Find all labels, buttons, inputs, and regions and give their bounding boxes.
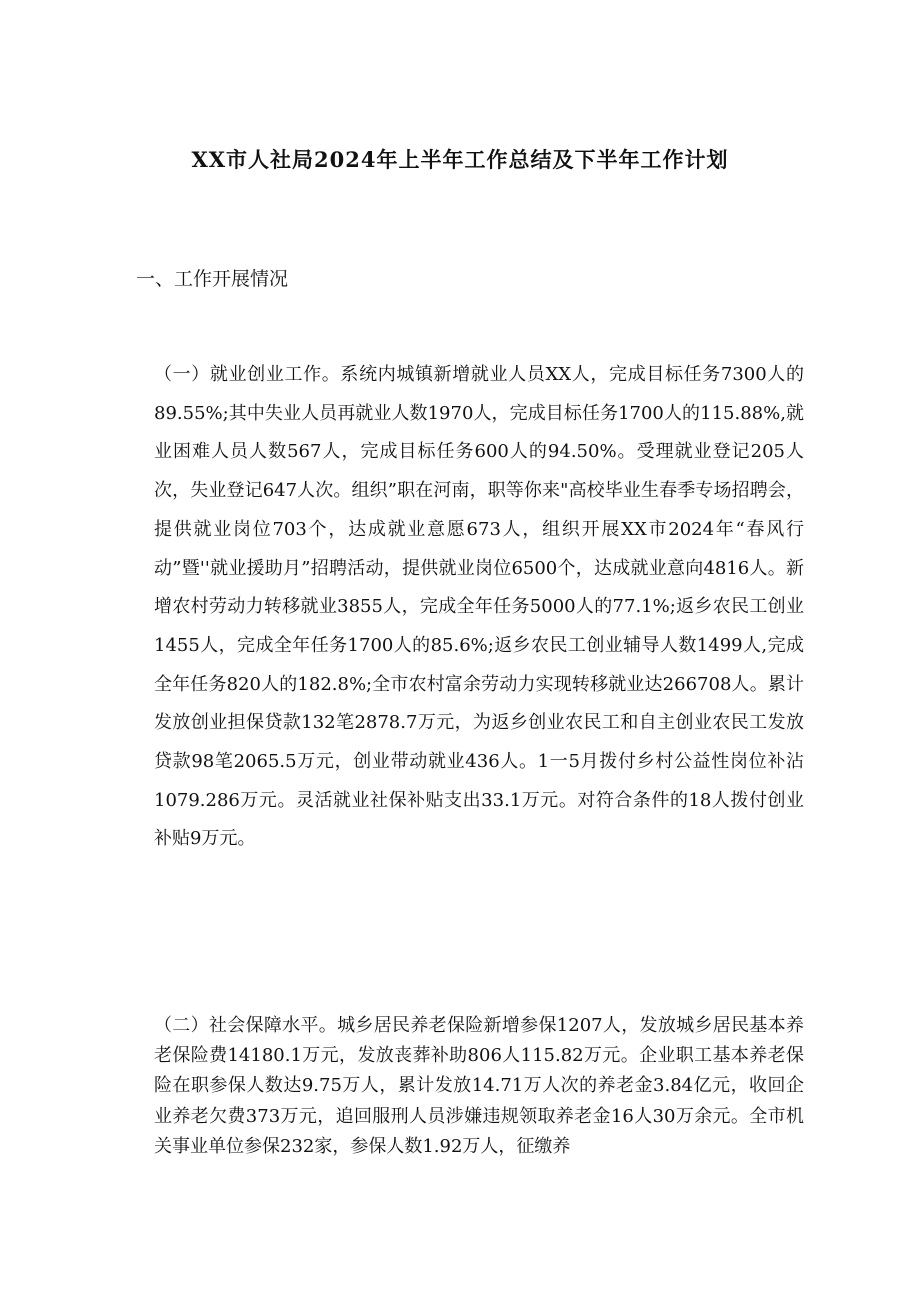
section-heading: 一、工作开展情况 xyxy=(136,268,289,290)
document-title: XX市人社局2024年上半年工作总结及下半年工作计划 xyxy=(191,147,729,172)
paragraph-social-security: （二）社会保障水平。城乡居民养老保险新增参保1207人，发放城乡居民基本养老保险费14180.1万元，发放丧葬补助806人115.82万元。企业职工基本养老保险在职参保人数达9.75万人，累计发放14.71万人次的养老金3.84亿元，收回企业养老欠费373万元，追回服刑人员涉嫌违规领取养老金16人30万余元。全市机关事业单位参保232家，参保人数1.92万人，征缴养 xyxy=(154,1015,804,1157)
paragraph-employment: （一）就业创业工作。系统内城镇新增就业人员XX人，完成目标任务7300人的89.55%;其中失业人员再就业人数1970人，完成目标任务1700人的115.88%,就业困难人员人数567人，完成目标任务600人的94.50%。受理就业登记205人次，失业登记647人次。组织”职在河南，职等你来"高校毕业生春季专场招聘会，提供就业岗位703个，达成就业意愿673人，组织开展XX市2024年“春风行动”暨''就业援助月”招聘活动，提供就业岗位6500个，达成就业意向4816人。新增农村劳动力转移就业3855人，完成全年任务5000人的77.1%;返乡农民工创业1455人，完成全年任务1700人的85.6%;返乡农民工创业辅导人数1499人,完成全年任务820人的182.8%;全市农村富余劳动力实现转移就业达266708人。累计发放创业担保贷款132笔2878.7万元，为返乡创业农民工和自主创业农民工发放贷款98笔2065.5万元，创业带动就业436人。1一5月拨付乡村公益性岗位补沾1079.286万元。灵活就业社保补贴支出33.1万元。对符合条件的18人拨付创业补贴9万元。 xyxy=(154,364,804,850)
